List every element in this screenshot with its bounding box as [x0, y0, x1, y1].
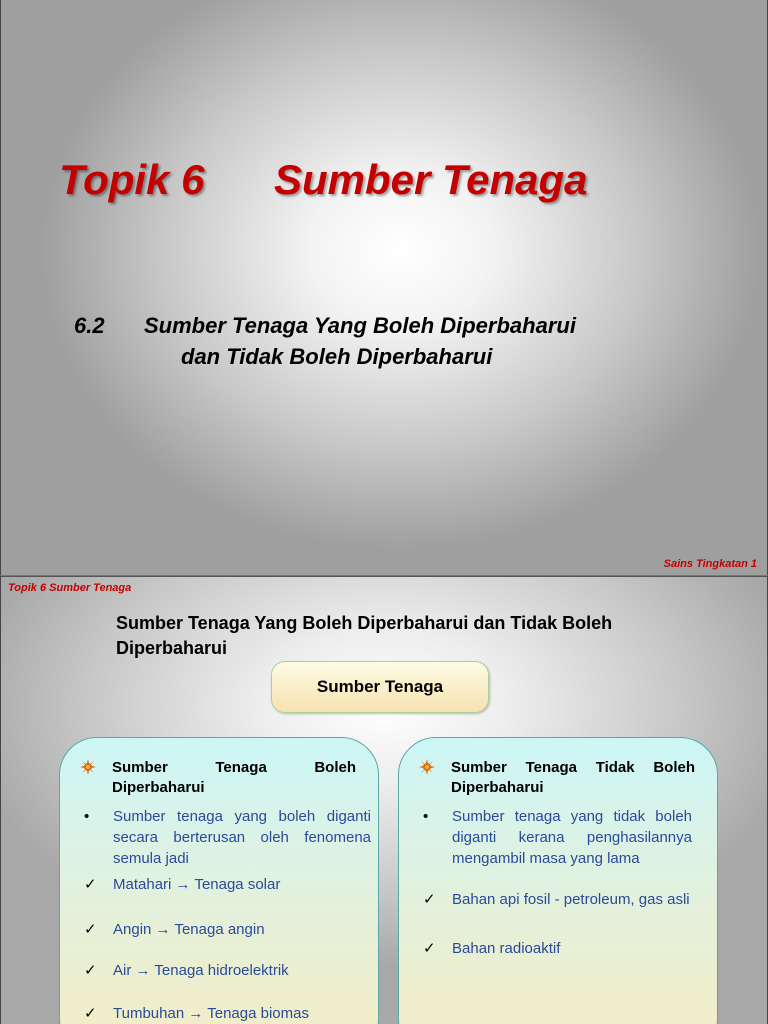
- item-result: Tenaga solar: [194, 876, 281, 893]
- checkmark-icon: ✓: [423, 940, 436, 957]
- list-item: [80, 874, 370, 895]
- slide-title-topik: Topik 6: [59, 156, 205, 203]
- sun-icon: [80, 759, 96, 775]
- item-source: Air: [113, 962, 132, 979]
- renewable-heading-text: [112, 758, 356, 798]
- arrow-right-icon: →: [188, 1005, 204, 1022]
- slide-footer: Sains Tingkatan 1: [663, 558, 757, 570]
- list-item: [80, 1003, 370, 1024]
- checkmark-icon: ✓: [84, 921, 97, 938]
- slide-header: Topik 6 Sumber Tenaga: [8, 582, 132, 594]
- checkmark-icon: ✓: [84, 1005, 97, 1022]
- arrow-right-icon: →: [155, 921, 171, 938]
- subtitle-line-2: dan Tidak Boleh Diperbaharui: [181, 344, 493, 369]
- item-result: Tenaga angin: [174, 921, 265, 938]
- item-result: Tenaga hidroelektrik: [154, 962, 289, 979]
- subtitle-line-1: Sumber Tenaga Yang Boleh Diperbaharui: [144, 313, 576, 338]
- item-source: Tumbuhan: [113, 1005, 185, 1022]
- slide-heading: Sumber Tenaga Yang Boleh Diperbaharui dan Tidak Boleh Diperbaharui: [116, 613, 613, 658]
- item-result: Tenaga biomas: [207, 1005, 309, 1022]
- arrow-right-icon: →: [135, 962, 151, 979]
- subtitle-number: 6.2: [74, 313, 105, 338]
- non-renewable-heading-label: Sumber Tenaga Tidak Boleh Diperbaharui: [451, 759, 695, 796]
- checkmark-icon: ✓: [84, 876, 97, 893]
- item-text: Bahan radioaktif: [452, 940, 561, 957]
- checkmark-icon: ✓: [423, 891, 436, 908]
- bullet-dot-icon: •: [423, 808, 429, 825]
- sun-icon: [419, 759, 435, 775]
- non-renewable-heading: [419, 758, 695, 798]
- item-source: Matahari: [113, 876, 172, 893]
- list-item: [80, 960, 370, 981]
- content-slide: [0, 576, 768, 1024]
- item-text: Bahan api fosil - petroleum, gas asli: [452, 891, 690, 908]
- non-renewable-heading-text: [451, 758, 695, 798]
- non-renewable-definition: [419, 806, 709, 869]
- renewable-definition: [80, 806, 370, 869]
- renewable-heading-label: Sumber Tenaga Boleh Diperbaharui: [112, 759, 356, 796]
- bullet-dot-icon: •: [84, 808, 90, 825]
- list-item: [80, 919, 370, 940]
- slide-title-main: Sumber Tenaga: [274, 156, 588, 203]
- list-item: [419, 889, 709, 910]
- arrow-right-icon: →: [175, 876, 191, 893]
- non-renewable-panel: [398, 737, 718, 1024]
- non-renewable-definition-text: Sumber tenaga yang tidak boleh diganti kerana penghasilannya mengambil masa yang lama: [452, 808, 692, 867]
- checkmark-icon: ✓: [84, 962, 97, 979]
- renewable-panel: [59, 737, 379, 1024]
- renewable-heading: [80, 758, 356, 798]
- list-item: [419, 938, 709, 959]
- concept-box: Sumber Tenaga: [271, 661, 489, 713]
- item-source: Angin: [113, 921, 152, 938]
- renewable-definition-text: Sumber tenaga yang boleh diganti secara berterusan oleh fenomena semula jadi: [113, 808, 371, 867]
